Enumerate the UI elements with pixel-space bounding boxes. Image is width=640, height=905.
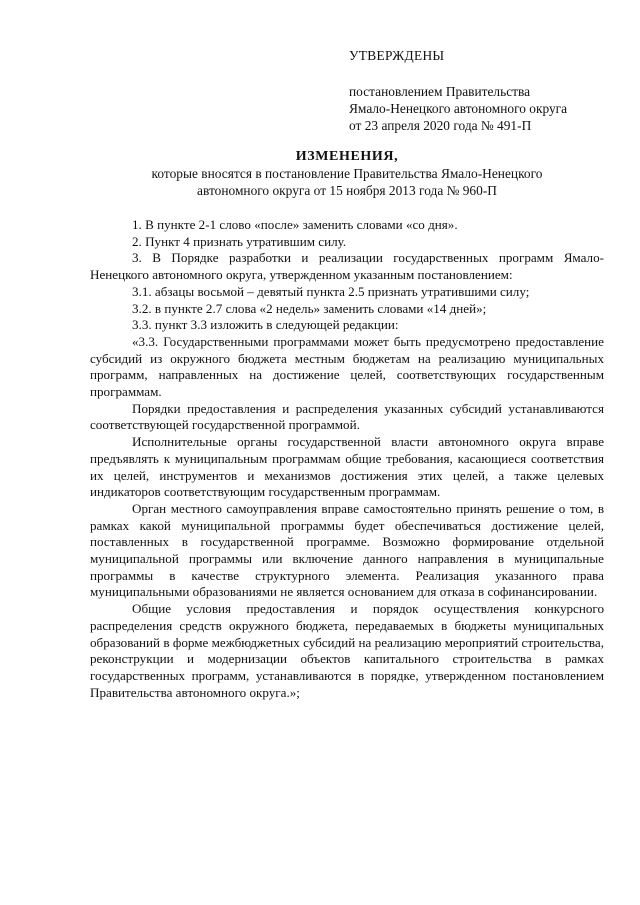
document-title-block: [90, 148, 604, 199]
paragraph: Порядки предоставления и распределения указанных субсидий устанавливаются соответствующей государственной программой.: [90, 400, 604, 433]
paragraph: 3. В Порядке разработки и реализации государственных программ Ямало-Ненецкого автономного округа, утвержденном указанным постановлением:: [90, 250, 604, 283]
approval-block: [349, 47, 609, 134]
paragraph: 3.3. пункт 3.3 изложить в следующей редакции:: [132, 317, 399, 333]
approval-line: постановлением Правительства: [349, 84, 531, 99]
paragraph: 2. Пункт 4 признать утратившим силу.: [132, 233, 347, 249]
paragraph: Орган местного самоуправления вправе самостоятельно принять решение о том, в рамках какой муниципальной программы будет обеспечиваться достижение целей, поставленных в государственной программе. Возможно формирование отдельной муниципальной программы или включение данного направления в муниципальные программы в качестве структурного элемента. Реализация указанного права муниципальными образованиями не является основанием для отказа в софинансировании.: [90, 500, 604, 600]
document-subtitle-line: которые вносятся в постановление Правительства Ямало-Ненецкого: [151, 166, 543, 181]
paragraph: 3.1. абзацы восьмой – девятый пункта 2.5 признать утратившими силу;: [132, 283, 530, 299]
paragraph: 3.2. в пункте 2.7 слова «2 недель» заменить словами «14 дней»;: [132, 300, 487, 316]
approval-line: от 23 апреля 2020 года № 491-П: [349, 118, 532, 133]
document-subtitle-line: автономного округа от 15 ноября 2013 года № 960-П: [197, 183, 497, 198]
approval-stamp-title: УТВЕРЖДЕНЫ: [349, 48, 445, 63]
paragraph: «3.3. Государственными программами может быть предусмотрено предоставление субсидий из окружного бюджета местным бюджетам на реализацию муниципальных программ, направленных на достижение целей, соответствующих государственным программам.: [90, 333, 604, 400]
document-heading: ИЗМЕНЕНИЯ,: [295, 149, 399, 164]
paragraph: 1. В пункте 2-1 слово «после» заменить словами «со дня».: [132, 217, 458, 232]
document-body: [90, 217, 604, 701]
paragraph: Общие условия предоставления и порядок осуществления конкурсного распределения средств окружного бюджета, передаваемых в бюджеты муниципальных образований в форме межбюджетных субсидий на реализацию мероприятий строительства, реконструкции и модернизации объектов капитального строительства в рамках государственных программ, устанавливаются в порядке, утвержденном постановлением Правительства автономного округа.»;: [90, 601, 604, 700]
paragraph: Исполнительные органы государственной власти автономного округа вправе предъявлять к муниципальным программам общие требования, касающиеся соответствия их целей, инструментов и механизмов достижения этих целей, а также целевых индикаторов соответствующим государственным программам.: [90, 434, 604, 500]
approval-line: Ямало-Ненецкого автономного округа: [349, 101, 568, 116]
